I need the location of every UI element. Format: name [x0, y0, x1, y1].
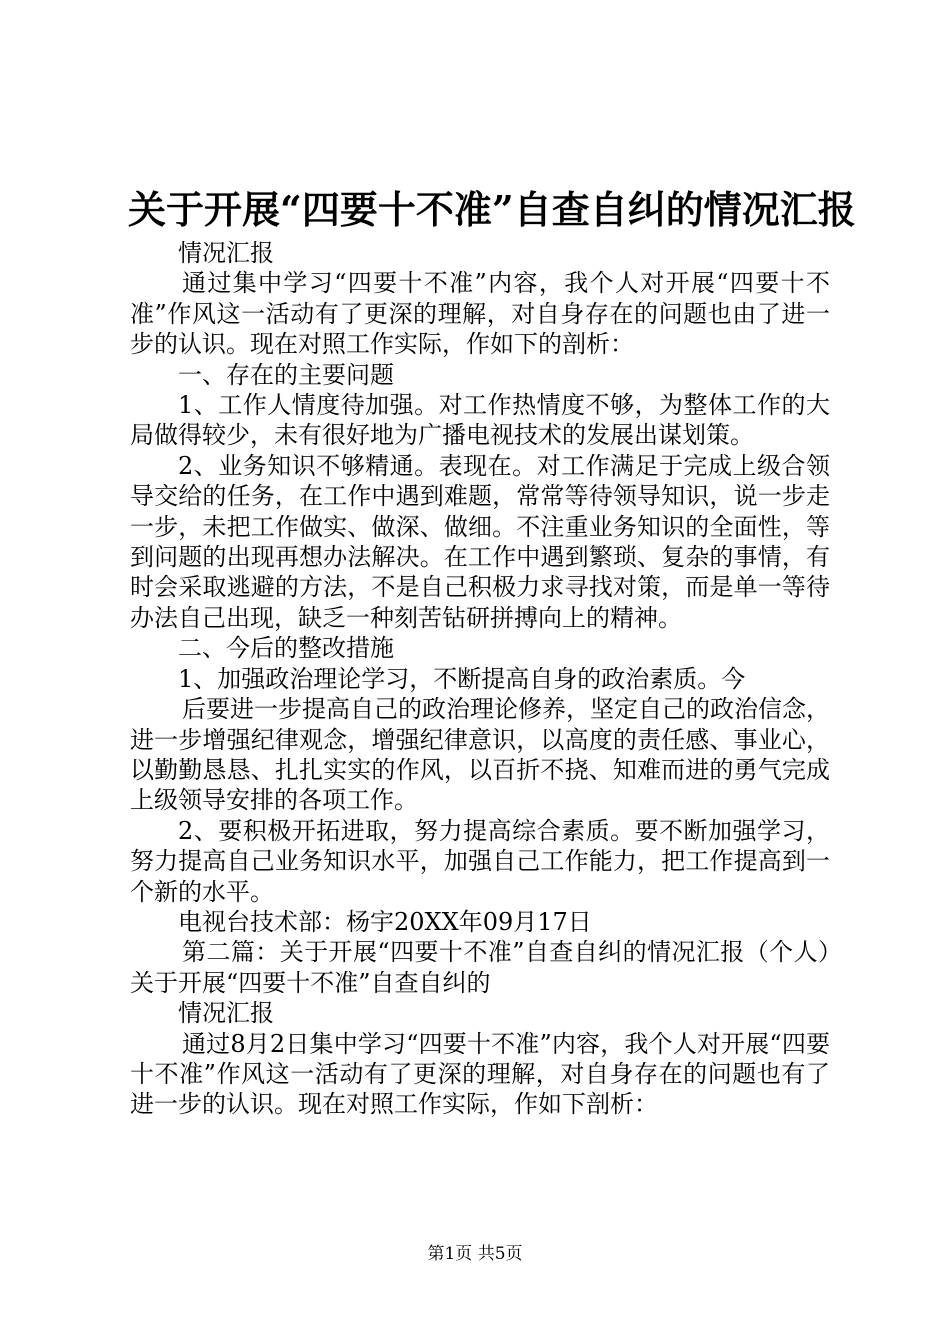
- paragraph: 后要进一步提高自己的政治理论修养，坚定自己的政治信念，进一步增强纪律观念，增强纪律意识，以高度的责任感、事业心，以勤勤恳恳、扎扎实实的作风，以百折不挠、知难而进的勇气完成上级领导安排的各项工作。: [130, 695, 830, 815]
- paragraph: 2、业务知识不够精通。表现在。对工作满足于完成上级合领导交给的任务，在工作中遇到难题，常常等待领导知识，说一步走一步，未把工作做实、做深、做细。不注重业务知识的全面性，等到问题的出现再想办法解决。在工作中遇到繁琐、复杂的事情，有时会采取逃避的方法，不是自己积极力求寻找对策，而是单一等待办法自己出现，缺乏一种刻苦钻研拼搏向上的精神。: [130, 451, 830, 632]
- paragraph: 情况汇报: [178, 239, 274, 267]
- document-title: 关于开展“四要十不准”自查自纠的情况汇报: [128, 187, 856, 232]
- document-body: [130, 238, 830, 1120]
- paragraph: 2、要积极开拓进取，努力提高综合素质。要不断加强学习，努力提高自己业务知识水平，加强自己工作能力，把工作提高到一个新的水平。: [130, 816, 830, 906]
- paragraph: 1、工作人情度待加强。对工作热情度不够，为整体工作的大局做得较少，未有很好地为广播电视技术的发展出谋划策。: [130, 391, 830, 450]
- section-heading: 二、今后的整改措施: [178, 634, 394, 663]
- section-heading: 一、存在的主要问题: [178, 360, 394, 389]
- paragraph: 1、加强政治理论学习，不断提高自身的政治素质。今: [178, 664, 746, 693]
- signature-line: 电视台技术部：杨宇20XX年09月17日: [178, 907, 592, 936]
- paragraph: 通过集中学习“四要十不准”内容，我个人对开展“四要十不准”作风这一活动有了更深的理解，对自身存在的问题也由了进一步的认识。现在对照工作实际，作如下的剖析：: [130, 269, 830, 359]
- paragraph: 第二篇：关于开展“四要十不准”自查自纠的情况汇报（个人）关于开展“四要十不准”自查自纠的: [130, 938, 830, 997]
- paragraph: 情况汇报: [178, 999, 274, 1028]
- paragraph: 通过8月2日集中学习“四要十不准”内容，我个人对开展“四要十不准”作风这一活动有了更深的理解，对自身存在的问题也有了进一步的认识。现在对照工作实际，作如下剖析：: [130, 1029, 830, 1119]
- page-footer: 第1页 共5页: [427, 1244, 523, 1264]
